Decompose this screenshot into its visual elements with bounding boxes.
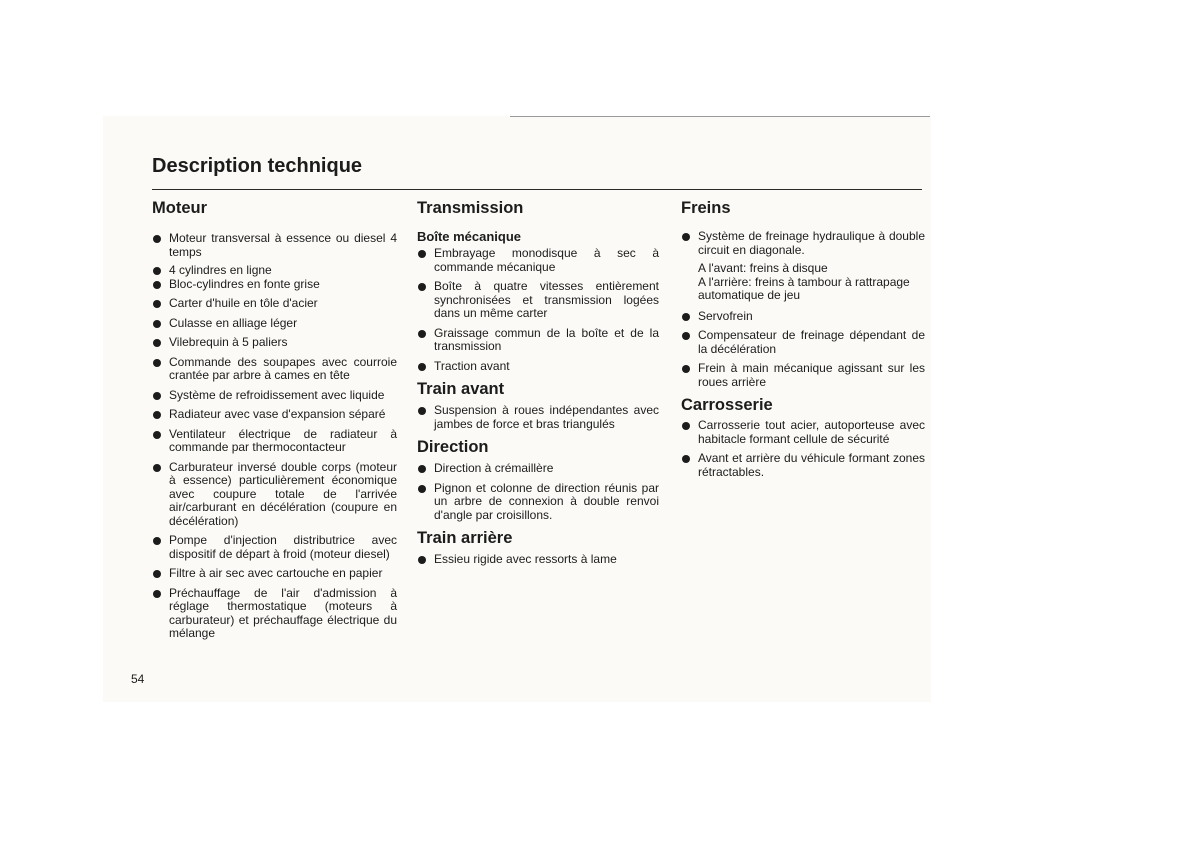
list-item: Carrosserie tout acier, autoporteuse avec habitacle formant cellule de sécurité <box>681 419 925 446</box>
list-item: Préchauffage de l'air d'admission à réglage thermostatique (moteurs à carburateur) et préchauffage électrique du mélange <box>152 587 397 641</box>
freins-note-front: A l'avant: freins à disque <box>698 261 828 275</box>
column-moteur <box>152 198 397 641</box>
list-item: Pignon et colonne de direction réunis par un arbre de connexion à double renvoi d'angle par croisillons. <box>417 482 659 523</box>
list-item: Frein à main mécanique agissant sur les roues arrière <box>681 362 925 389</box>
list-item: Boîte à quatre vitesses entièrement synchronisées et transmission logées dans un même carter <box>417 280 659 321</box>
list-item: Moteur transversal à essence ou diesel 4 temps <box>152 232 397 259</box>
section-title-train-avant: Train avant <box>417 380 505 398</box>
section-title-transmission: Transmission <box>417 199 524 217</box>
list-item: Essieu rigide avec ressorts à lame <box>417 553 659 567</box>
subsection-title-boite-mecanique: Boîte mécanique <box>417 229 522 244</box>
column-transmission <box>417 198 659 567</box>
list-transmission <box>417 247 659 373</box>
list-item: Graissage commun de la boîte et de la transmission <box>417 327 659 354</box>
page-title: Description technique <box>152 155 363 177</box>
list-item: Système de freinage hydraulique à double circuit en diagonale. <box>681 230 925 257</box>
list-item: Radiateur avec vase d'expansion séparé <box>152 408 397 422</box>
section-title-moteur: Moteur <box>152 199 207 217</box>
list-item: Embrayage monodisque à sec à commande mécanique <box>417 247 659 274</box>
section-title-train-arriere: Train arrière <box>417 529 513 547</box>
page-number: 54 <box>131 672 145 686</box>
freins-note <box>681 262 925 303</box>
list-carrosserie <box>681 419 925 479</box>
list-item: Servofrein <box>681 310 925 324</box>
top-rule <box>510 116 930 117</box>
list-item: Traction avant <box>417 360 659 374</box>
list-item: Filtre à air sec avec cartouche en papier <box>152 567 397 581</box>
list-direction <box>417 462 659 522</box>
list-item: Commande des soupapes avec courroie crantée par arbre à cames en tête <box>152 356 397 383</box>
section-title-carrosserie: Carrosserie <box>681 396 773 414</box>
list-freins-more <box>681 310 925 390</box>
list-item: Avant et arrière du véhicule formant zones rétractables. <box>681 452 925 479</box>
list-item: Bloc-cylindres en fonte grise <box>152 278 397 292</box>
list-item: Système de refroidissement avec liquide <box>152 389 397 403</box>
title-rule <box>152 189 922 190</box>
list-item: Suspension à roues indépendantes avec jambes de force et bras triangulés <box>417 404 659 431</box>
section-title-freins: Freins <box>681 199 731 217</box>
freins-note-rear: A l'arrière: freins à tambour à rattrapage automatique de jeu <box>698 274 910 302</box>
section-title-direction: Direction <box>417 438 489 456</box>
list-item: Compensateur de freinage dépendant de la décélération <box>681 329 925 356</box>
list-item: Ventilateur électrique de radiateur à commande par thermocontacteur <box>152 428 397 455</box>
list-item: Carter d'huile en tôle d'acier <box>152 297 397 311</box>
column-freins <box>681 198 925 479</box>
list-item: Direction à crémaillère <box>417 462 659 476</box>
list-item: Culasse en alliage léger <box>152 317 397 331</box>
list-item: Vilebrequin à 5 paliers <box>152 336 397 350</box>
list-item: Pompe d'injection distributrice avec dispositif de départ à froid (moteur diesel) <box>152 534 397 561</box>
list-train-avant <box>417 404 659 431</box>
list-freins <box>681 230 925 257</box>
list-item: 4 cylindres en ligne <box>152 264 397 278</box>
list-train-arriere <box>417 553 659 567</box>
list-item: Carburateur inversé double corps (moteur à essence) particulièrement économique avec coupure totale de l'arrivée air/carburant en décélération (coupure en décélération) <box>152 461 397 529</box>
list-moteur <box>152 232 397 641</box>
